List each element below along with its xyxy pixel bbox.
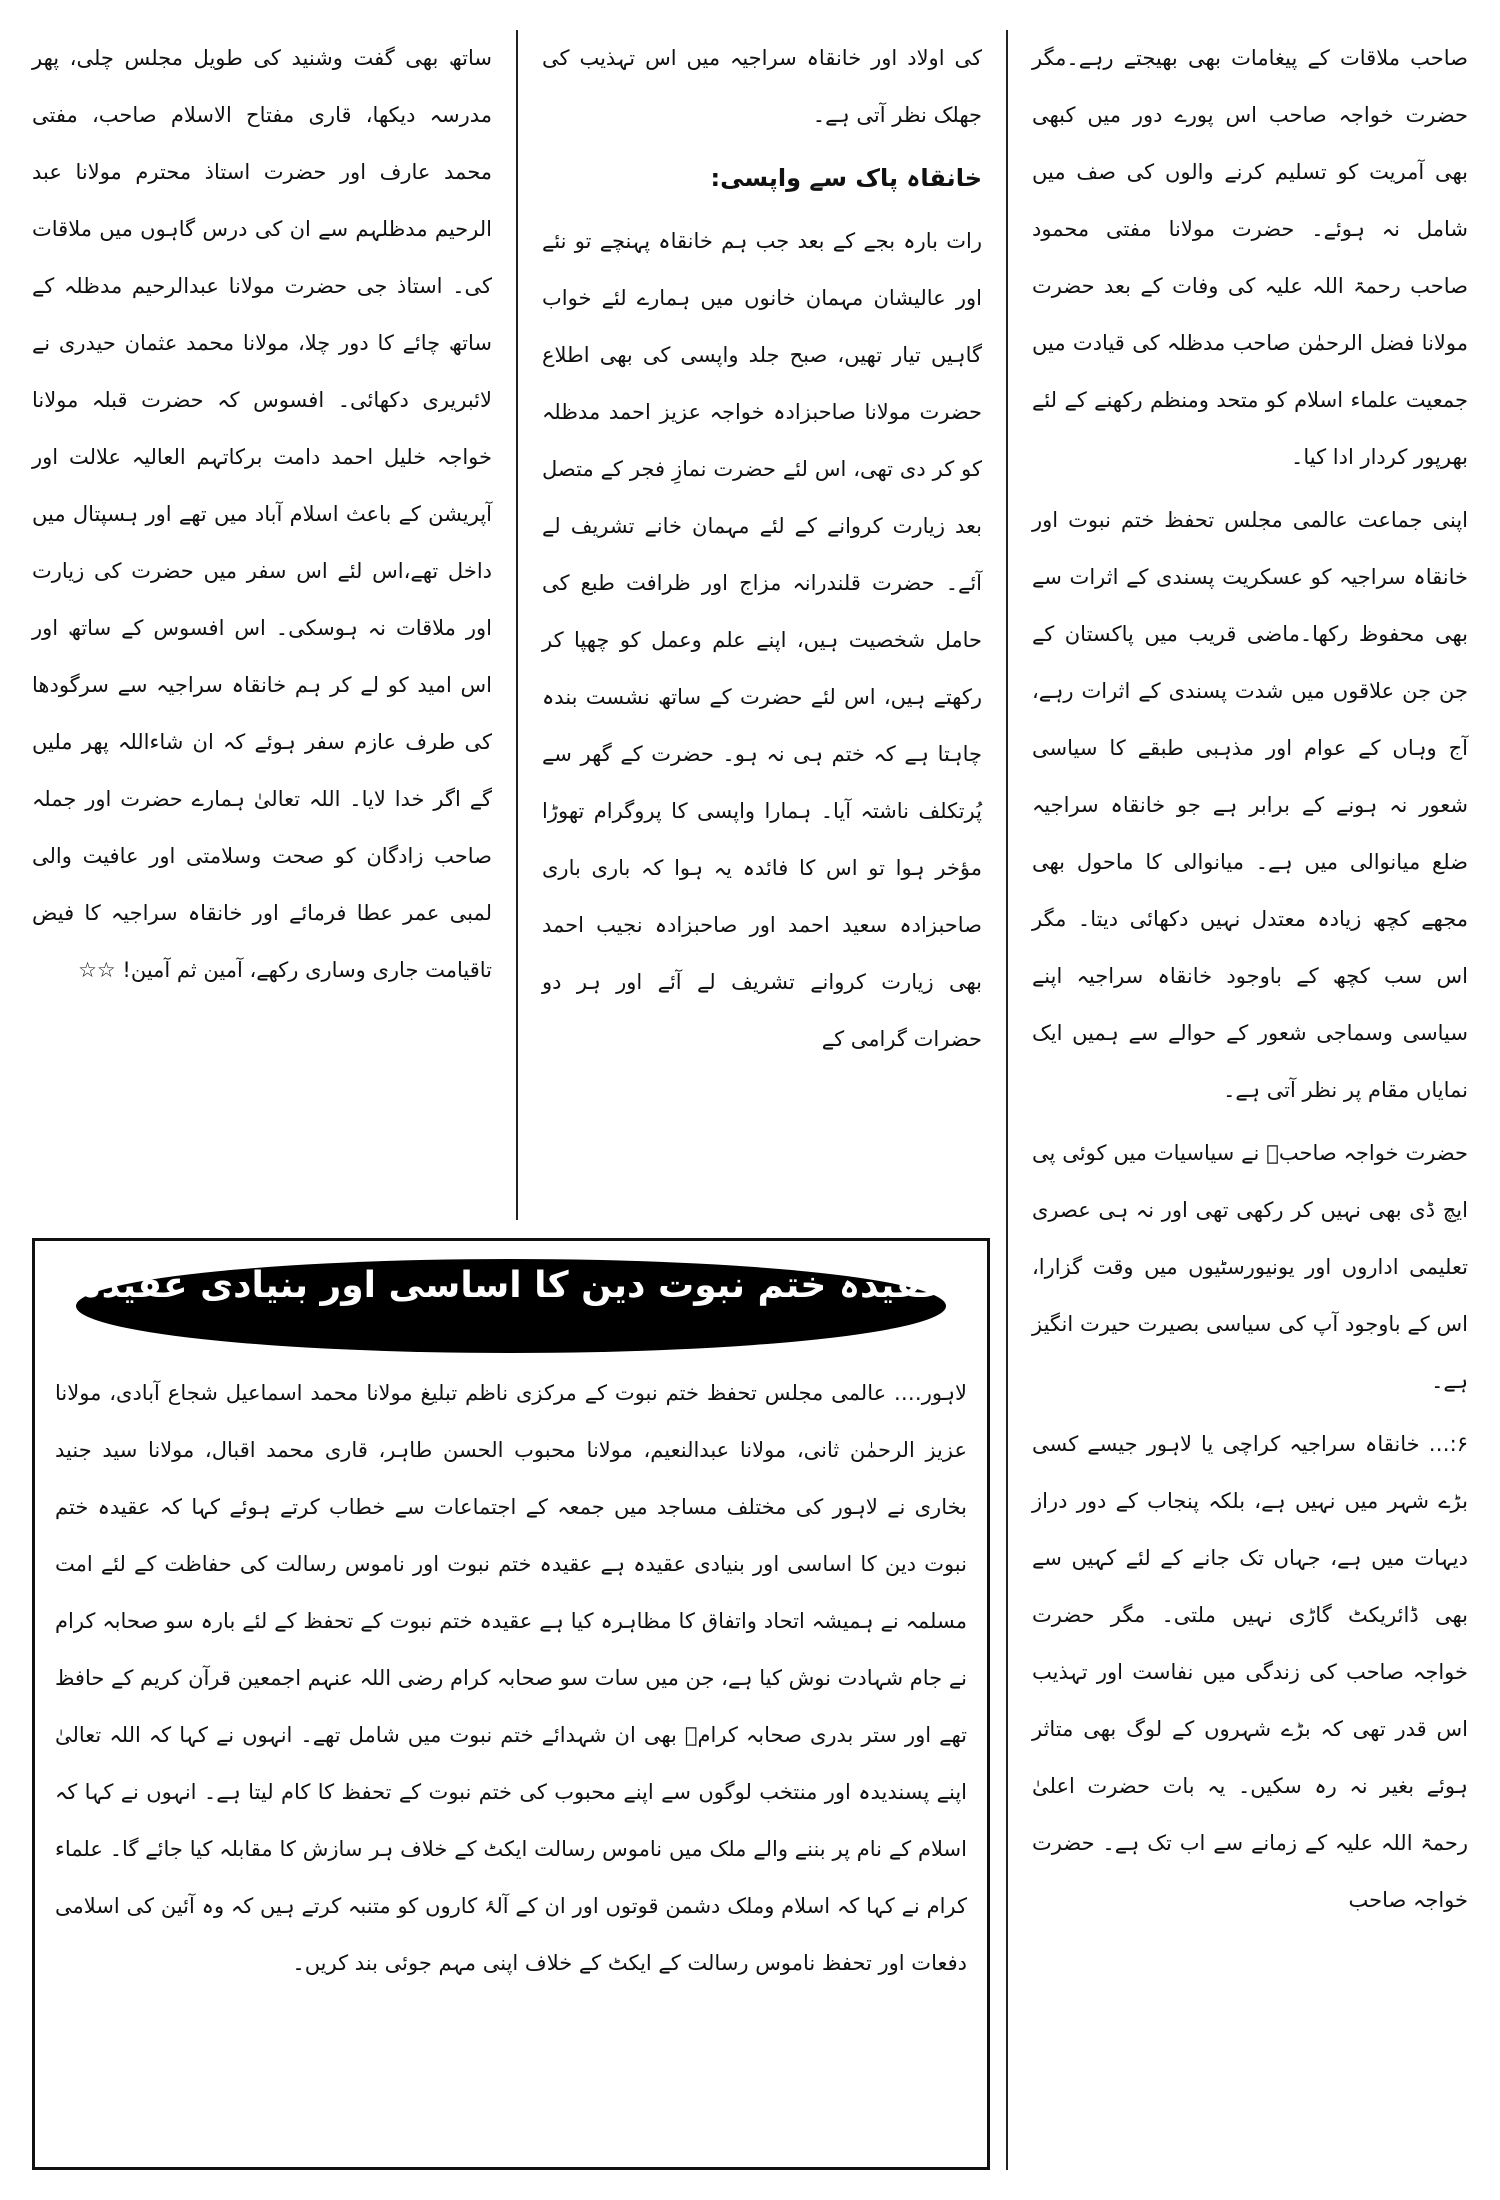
column-left <box>32 30 492 1220</box>
column-right-paragraph-4: ۶:… خانقاہ سراجیہ کراچی یا لاہور جیسے کسی بڑے شہر میں نہیں ہے، بلکہ پنجاب کے دور دراز دیہات میں ہے، جہاں تک جانے کے لئے کہیں سے بھی ڈائریکٹ گاڑی نہیں ملتی۔ مگر حضرت خواجہ صاحب کی زندگی میں نفاست اور تہذیب اس قدر تھی کہ بڑے شہروں کے لوگ بھی متاثر ہوئے بغیر نہ رہ سکیں۔ یہ بات حضرت اعلیٰ رحمۃ اللہ علیہ کے زمانے سے اب تک ہے۔ حضرت خواجہ صاحب <box>1032 1432 1468 1912</box>
column-middle-paragraph-2: رات بارہ بجے کے بعد جب ہم خانقاہ پہنچے تو نئے اور عالیشان مہمان خانوں میں ہمارے لئے خواب گاہیں تیار تھیں، صبح جلد واپسی کی بھی اطلاع حضرت مولانا صاحبزادہ خواجہ عزیز احمد مدظلہ کو کر دی تھی، اس لئے حضرت نمازِ فجر کے متصل بعد زیارت کروانے کے لئے مہمان خانے تشریف لے آئے۔ حضرت قلندرانہ مزاج اور ظرافت طبع کی حامل شخصیت ہیں، اپنے علم وعمل کو چھپا کر رکھتے ہیں، اس لئے حضرت کے ساتھ نشست بندہ چاہتا ہے کہ ختم ہی نہ ہو۔ حضرت کے گھر سے پُرتکلف ناشتہ آیا۔ ہمارا واپسی کا پروگرام تھوڑا مؤخر ہوا تو اس کا فائدہ یہ ہوا کہ باری باری صاحبزادہ سعید احمد اور صاحبزادہ نجیب احمد بھی زیارت کروانے تشریف لے آئے اور ہر دو حضرات گرامی کے <box>542 229 982 1051</box>
news-box <box>32 1238 990 2170</box>
news-box-headline: عقیدہ ختم نبوت دین کا اساسی اور بنیادی عقیدہ ہے <box>76 1259 946 1353</box>
column-right-paragraph-3: حضرت خواجہ صاحبؒ نے سیاسیات میں کوئی پی ایچ ڈی بھی نہیں کر رکھی تھی اور نہ ہی عصری تعلیمی اداروں اور یونیورسٹیوں میں وقت گزارا، اس کے باوجود آپ کی سیاسی بصیرت حیرت انگیز ہے۔ <box>1032 1141 1468 1393</box>
column-middle-paragraph-1: کی اولاد اور خانقاہ سراجیہ میں اس تہذیب کی جھلک نظر آتی ہے۔ <box>542 46 982 127</box>
column-divider-1 <box>1006 30 1008 2170</box>
section-subheading: خانقاہ پاک سے واپسی: <box>710 164 982 192</box>
column-right <box>1032 30 1468 2170</box>
column-middle <box>542 30 982 1220</box>
column-left-paragraph-1: ساتھ بھی گفت وشنید کی طویل مجلس چلی، پھر مدرسہ دیکھا، قاری مفتاح الاسلام صاحب، مفتی محمد عارف اور حضرت استاذ محترم مولانا عبد الرحیم مدظلہم سے ان کی درس گاہوں میں ملاقات کی۔ استاذ جی حضرت مولانا عبدالرحیم مدظلہ کے ساتھ چائے کا دور چلا، مولانا محمد عثمان حیدری نے لائبریری دکھائی۔ افسوس کہ حضرت قبلہ مولانا خواجہ خلیل احمد دامت برکاتہم العالیہ علالت اور آپریشن کے باعث اسلام آباد میں تھے اور ہسپتال میں داخل تھے،اس لئے اس سفر میں حضرت کی زیارت اور ملاقات نہ ہوسکی۔ اس افسوس کے ساتھ اور اس امید کو لے کر ہم خانقاہ سراجیہ سے سرگودھا کی طرف عازم سفر ہوئے کہ ان شاءاللہ پھر ملیں گے اگر خدا لایا۔ اللہ تعالیٰ ہمارے حضرت اور جملہ صاحب زادگان کو صحت وسلامتی اور عافیت والی لمبی عمر عطا فرمائے اور خانقاہ سراجیہ کا فیض تاقیامت جاری وساری رکھے، آمین ثم آمین! ☆☆ <box>32 46 492 982</box>
news-box-body: لاہور…. عالمی مجلس تحفظ ختم نبوت کے مرکزی ناظم تبلیغ مولانا محمد اسماعیل شجاع آبادی، مولانا عزیز الرحمٰن ثانی، مولانا عبدالنعیم، مولانا محبوب الحسن طاہر، قاری محمد اقبال، مولانا سید جنید بخاری نے لاہور کی مختلف مساجد میں جمعہ کے اجتماعات سے خطاب کرتے ہوئے کہا کہ عقیدہ ختم نبوت دین کا اساسی اور بنیادی عقیدہ ہے عقیدہ ختم نبوت اور ناموس رسالت کی حفاظت کے لئے امت مسلمہ نے ہمیشہ اتحاد واتفاق کا مظاہرہ کیا ہے عقیدہ ختم نبوت کے تحفظ کے لئے بارہ سو صحابہ کرام نے جام شہادت نوش کیا ہے، جن میں سات سو صحابہ کرام رضی اللہ عنہم اجمعین قرآن کریم کے حافظ تھے اور ستر بدری صحابہ کرامؓ بھی ان شہدائے ختم نبوت میں شامل تھے۔ انہوں نے کہا کہ اللہ تعالیٰ اپنے پسندیدہ اور منتخب لوگوں سے اپنے محبوب کی ختم نبوت کے تحفظ کا کام لیتا ہے۔ انہوں نے کہا کہ اسلام کے نام پر بننے والے ملک میں ناموس رسالت ایکٹ کے خلاف ہر سازش کا مقابلہ کیا جائے گا۔ علماء کرام نے کہا کہ اسلام وملک دشمن قوتوں اور ان کے آلۂ کاروں کو متنبہ کرتے ہیں کہ وہ آئین کی اسلامی دفعات اور تحفظ ناموس رسالت کے ایکٹ کے خلاف اپنی مہم جوئی بند کریں۔ <box>55 1381 967 1975</box>
column-right-paragraph-1: صاحب ملاقات کے پیغامات بھی بھیجتے رہے۔مگر حضرت خواجہ صاحب اس پورے دور میں کبھی بھی آمریت کو تسلیم کرنے والوں کی صف میں شامل نہ ہوئے۔ حضرت مولانا مفتی محمود صاحب رحمۃ اللہ علیہ کی وفات کے بعد حضرت مولانا فضل الرحمٰن صاحب مدظلہ کی قیادت میں جمعیت علماء اسلام کو متحد ومنظم رکھنے کے لئے بھرپور کردار ادا کیا۔ <box>1032 46 1468 469</box>
article-columns <box>32 30 1468 2170</box>
column-right-paragraph-2: اپنی جماعت عالمی مجلس تحفظ ختم نبوت اور خانقاہ سراجیہ کو عسکریت پسندی کے اثرات سے بھی محفوظ رکھا۔ماضی قریب میں پاکستان کے جن جن علاقوں میں شدت پسندی کے اثرات رہے، آج وہاں کے عوام اور مذہبی طبقے کا سیاسی شعور نہ ہونے کے برابر ہے جو خانقاہ سراجیہ ضلع میانوالی میں ہے۔ میانوالی کا ماحول بھی مجھے کچھ زیادہ معتدل نہیں دکھائی دیتا۔ مگر اس سب کچھ کے باوجود خانقاہ سراجیہ اپنے سیاسی وسماجی شعور کے حوالے سے ہمیں ایک نمایاں مقام پر نظر آتی ہے۔ <box>1032 508 1468 1102</box>
column-divider-2 <box>516 30 518 1220</box>
